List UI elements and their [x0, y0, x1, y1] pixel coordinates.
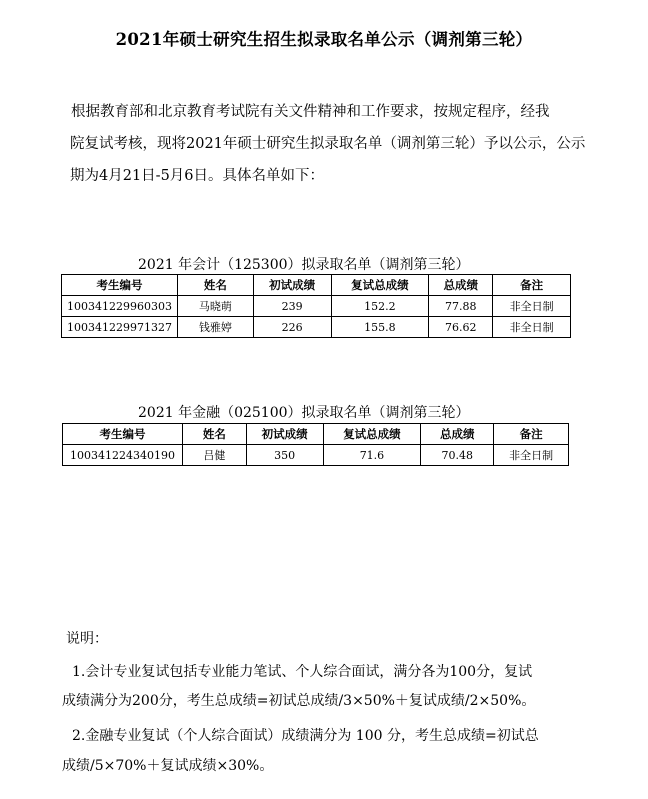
note-2-line-1: 2.金融专业复试（个人综合面试）成绩满分为 100 分，考生总成绩=初试总: [72, 728, 539, 744]
intro-paragraph: [71, 96, 595, 192]
column-header-exam-id: 考生编号: [62, 275, 178, 296]
cell-initial-score: 350: [246, 445, 323, 466]
intro-line-1: 根据教育部和北京教育考试院有关文件精神和工作要求，按规定程序，经我: [71, 104, 550, 120]
note-1-line-1: 1.会计专业复试包括专业能力笔试、个人综合面试，满分各为100分，复试: [72, 664, 533, 680]
column-header-initial-score: 初试成绩: [253, 275, 331, 296]
notes-heading: 说明：: [66, 631, 108, 647]
column-header-exam-id: 考生编号: [63, 424, 183, 445]
cell-total-score: 76.62: [429, 317, 493, 338]
finance-admission-table: [62, 423, 569, 466]
cell-name: 吕健: [182, 445, 246, 466]
cell-retest-score: 71.6: [323, 445, 421, 466]
intro-line-2: 院复试考核，现将2021年硕士研究生拟录取名单（调剂第三轮）予以公示，公示: [70, 136, 586, 152]
intro-line-3: 期为4月21日-5月6日。具体名单如下：: [70, 168, 325, 184]
finance-table-caption: 2021 年金融（025100）拟录取名单（调剂第三轮）: [138, 405, 470, 421]
cell-initial-score: 226: [253, 317, 331, 338]
cell-initial-score: 239: [253, 296, 331, 317]
column-header-name: 姓名: [177, 275, 253, 296]
cell-retest-score: 152.2: [331, 296, 429, 317]
cell-remark: 非全日制: [493, 317, 571, 338]
cell-remark: 非全日制: [494, 445, 569, 466]
cell-name: 钱雅婷: [177, 317, 253, 338]
table-row: [62, 317, 571, 338]
column-header-retest-score: 复试总成绩: [323, 424, 421, 445]
column-header-total-score: 总成绩: [429, 275, 493, 296]
column-header-retest-score: 复试总成绩: [331, 275, 429, 296]
table-header-row: [63, 424, 569, 445]
cell-total-score: 77.88: [429, 296, 493, 317]
note-2-line-2: 成绩/5×70%＋复试成绩×30%。: [62, 758, 274, 774]
table-row: [63, 445, 569, 466]
table-header-row: [62, 275, 571, 296]
cell-exam-id: 100341229960303: [62, 296, 178, 317]
cell-name: 马晓萌: [177, 296, 253, 317]
note-1-line-2: 成绩满分为200分，考生总成绩=初试总成绩/3×50%＋复试成绩/2×50%。: [62, 693, 536, 709]
column-header-initial-score: 初试成绩: [246, 424, 323, 445]
accounting-admission-table: [61, 274, 571, 338]
cell-exam-id: 100341229971327: [62, 317, 178, 338]
accounting-table-caption: 2021 年会计（125300）拟录取名单（调剂第三轮）: [138, 257, 470, 273]
cell-exam-id: 100341224340190: [63, 445, 183, 466]
cell-total-score: 70.48: [421, 445, 494, 466]
column-header-total-score: 总成绩: [421, 424, 494, 445]
table-row: [62, 296, 571, 317]
column-header-remark: 备注: [494, 424, 569, 445]
cell-retest-score: 155.8: [331, 317, 429, 338]
page-title: 2021年硕士研究生招生拟录取名单公示（调剂第三轮）: [115, 30, 533, 49]
column-header-remark: 备注: [493, 275, 571, 296]
column-header-name: 姓名: [182, 424, 246, 445]
cell-remark: 非全日制: [493, 296, 571, 317]
